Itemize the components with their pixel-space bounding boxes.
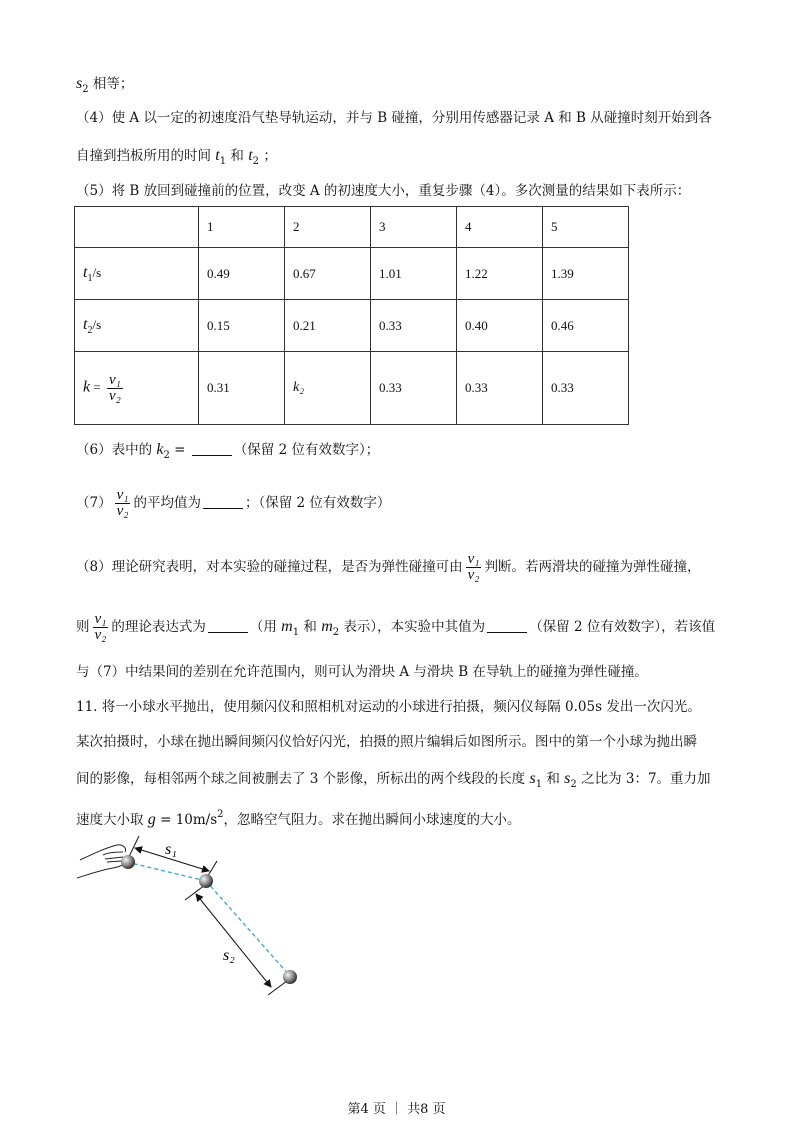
text: 判断。若两滑块的碰撞为弹性碰撞，: [484, 559, 701, 575]
denominator: v₂: [467, 567, 480, 583]
fraction-v1-v2: [115, 488, 131, 519]
answer-blank[interactable]: [203, 494, 243, 509]
table-cell: 3: [371, 207, 457, 248]
text: = 10m/s: [155, 812, 218, 828]
table-cell: 1.01: [371, 248, 457, 300]
table-cell: 0.49: [199, 248, 285, 300]
fraction-v1-v2: [466, 552, 482, 583]
tick-4: [268, 981, 287, 995]
table-row: [75, 300, 629, 352]
question-8-end: 与（7）中结果间的差别在允许范围内，则可认为滑块 A 与滑块 B 在导轨上的碰撞为弹性碰撞。: [76, 664, 648, 680]
subscript: 2: [570, 779, 577, 790]
data-table: [74, 206, 629, 425]
subscript: 1: [87, 272, 93, 284]
var-s: s: [76, 75, 83, 92]
table-cell: 2: [285, 207, 371, 248]
row-label-t2: [75, 300, 199, 352]
question-8-continued: [76, 612, 715, 643]
subscript: 1: [535, 779, 543, 790]
denominator: v₂: [94, 627, 107, 643]
denominator: v₂: [116, 503, 129, 519]
fraction-v1-v2: [107, 373, 123, 404]
subscript: 1: [219, 156, 227, 167]
var-k: k: [156, 441, 164, 458]
equals: =: [169, 442, 190, 458]
hand-icon: [77, 845, 126, 878]
numerator: v₁: [467, 551, 480, 567]
page-footer: 第4 页 ｜ 共8 页: [347, 1102, 446, 1117]
ball-2: [199, 874, 213, 888]
question-7: [76, 488, 390, 519]
numerator: v₁: [94, 611, 107, 627]
table-cell: 0.15: [199, 300, 285, 352]
ball-1: [121, 855, 135, 869]
table-cell: 4: [457, 207, 543, 248]
numerator: v₁: [116, 487, 129, 503]
table-cell: 5: [543, 207, 629, 248]
ball-3: [283, 970, 297, 984]
table-cell: 0.46: [543, 300, 629, 352]
step-5-line: （5）将 B 放回到碰撞前的位置，改变 A 的初速度大小，重复步骤（4）。多次测量的结果如下表所示：: [76, 183, 691, 199]
continued-line: [76, 74, 133, 100]
table-cell: [75, 207, 199, 248]
table-header-row: [75, 207, 629, 248]
table-cell: k₂: [285, 352, 371, 425]
var-t1: t: [215, 147, 220, 164]
text: （7）: [76, 495, 112, 511]
text: 表示），本实验中其值为: [339, 619, 486, 635]
label-s1: s₁: [165, 841, 177, 858]
table-cell: 0.31: [199, 352, 285, 425]
subscript: 2: [332, 627, 340, 638]
subscript: 2: [82, 84, 89, 95]
numerator: v₁: [108, 371, 121, 388]
text: 则: [76, 619, 90, 635]
text: ；（保留 2 位有效数字）: [244, 495, 391, 511]
table-cell: 0.21: [285, 300, 371, 352]
text: 的理论表达式为: [111, 619, 206, 635]
superscript: 2: [217, 809, 224, 820]
text: （保留 2 位有效数字）；: [233, 442, 380, 458]
table-cell: 0.33: [543, 352, 629, 425]
problem-11-line-3: [76, 769, 711, 795]
var-t2: t: [248, 147, 253, 164]
equals: =: [90, 378, 104, 394]
var: t: [83, 263, 88, 281]
denominator: v₂: [108, 387, 121, 404]
text: 间的影像，每相邻两个球之间被删去了 3 个影像，所标出的两个线段的长度: [76, 771, 530, 787]
text: 自撞到挡板所用的时间: [76, 148, 216, 164]
subscript: 2: [87, 324, 93, 336]
text: 和: [226, 148, 249, 164]
var-m1: m: [281, 618, 293, 635]
table-cell: 0.33: [371, 300, 457, 352]
subscript: 2: [252, 156, 260, 167]
problem-11-line-2: 某次拍摄时，小球在抛出瞬间频闪仪恰好闪光，拍摄的照片编辑后如图所示。图中的第一个小球为抛出瞬: [76, 734, 697, 750]
label-s2: s₂: [223, 947, 235, 964]
subscript: 2: [163, 450, 170, 461]
text: 的平均值为: [133, 495, 201, 511]
var: t: [83, 315, 88, 333]
problem-11-line-1: 11. 将一小球水平抛出，使用频闪仪和照相机对运动的小球进行拍摄，频闪仪每隔 0.05s 发出一次闪光。: [76, 699, 701, 715]
answer-blank[interactable]: [192, 441, 232, 456]
table-cell: 1.22: [457, 248, 543, 300]
answer-blank[interactable]: [208, 618, 248, 633]
answer-blank[interactable]: [487, 618, 527, 633]
projectile-figure: [65, 830, 315, 1010]
table-row: [75, 352, 629, 425]
text: 和: [542, 771, 565, 787]
text: 相等；: [88, 76, 134, 92]
question-6: [76, 440, 379, 466]
fraction-v1-v2: [93, 612, 109, 643]
text: 和: [299, 619, 322, 635]
table-cell: 0.40: [457, 300, 543, 352]
table-cell: 0.33: [371, 352, 457, 425]
text: （8）理论研究表明，对本实验的碰撞过程，是否为弹性碰撞可由: [76, 559, 463, 575]
table-cell: 0.33: [457, 352, 543, 425]
step-4-line: （4）使 A 以一定的初速度沿气垫导轨运动，并与 B 碰撞，分别用传感器记录 A 和 B 从碰撞时刻开始到各: [76, 110, 712, 126]
table-cell: 1: [199, 207, 285, 248]
tick-3: [185, 885, 205, 900]
unit: /s: [92, 264, 102, 280]
var-s1: s: [529, 770, 536, 787]
text: ；: [259, 148, 277, 164]
problem-11-line-4: [76, 805, 521, 830]
text: ，忽略空气阻力。求在抛出瞬间小球速度的大小。: [223, 812, 521, 828]
var-s2: s: [564, 770, 571, 787]
var-m2: m: [321, 618, 333, 635]
table-cell: 0.67: [285, 248, 371, 300]
unit: /s: [92, 316, 102, 332]
text: （保留 2 位有效数字），若该值: [529, 619, 716, 635]
row-label-t1: [75, 248, 199, 300]
trajectory-dashed-1: [127, 862, 206, 881]
question-8: [76, 552, 700, 583]
table-row: [75, 248, 629, 300]
var: k: [83, 377, 91, 395]
trajectory-dashed-2: [206, 881, 290, 976]
s2-dimension-arrow: [196, 894, 271, 987]
row-label-k: [75, 352, 199, 425]
text: （6）表中的: [76, 442, 157, 458]
text: （用: [249, 619, 282, 635]
text: 之比为 3：7。重力加: [576, 771, 711, 787]
var-g: g: [147, 811, 156, 828]
step-4-continued: [76, 146, 277, 172]
subscript: 1: [292, 627, 300, 638]
table-cell: 1.39: [543, 248, 629, 300]
text: 速度大小取: [76, 812, 148, 828]
